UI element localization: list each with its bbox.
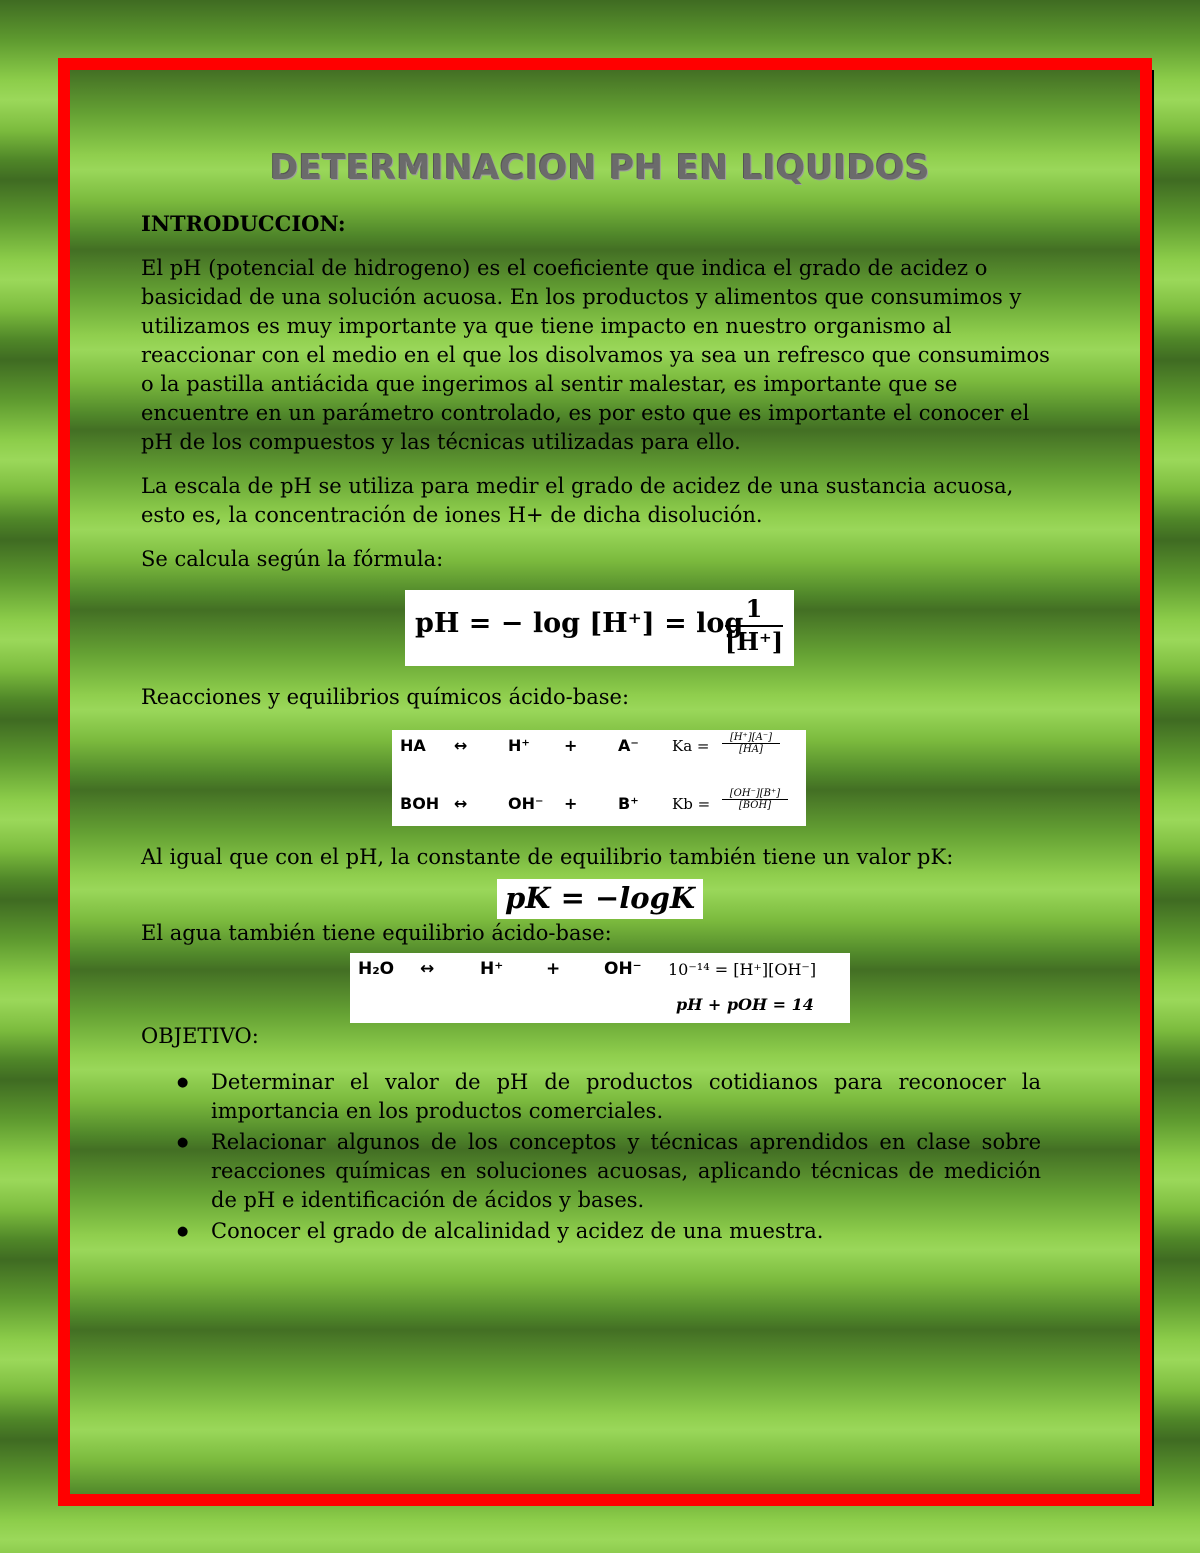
water-product1: H⁺ [480,959,504,979]
intro-heading: INTRODUCCION: [141,211,346,236]
kb-denominator: [BOH] [738,800,772,811]
list-item: ● Conocer el grado de alcalinidad y acidez de una muestra. [141,1217,1041,1246]
list-item: ● Relacionar algunos de los conceptos y técnicas aprendidos en clase sobre reacciones químicas en soluciones acuosas, aplicando técnicas de medición de pH e identificación de ácidos y bases. [141,1128,1041,1215]
reaction2-arrow: ↔ [454,794,468,813]
scale-paragraph: La escala de pH se utiliza para medir el grado de acidez de una sustancia acuosa, esto es, la concentración de iones H+ de dicha disolución. [141,474,1014,527]
reaction1-product2: A⁻ [618,736,639,755]
reaction2-constant: Kb = [672,795,711,813]
reaction1-arrow: ↔ [454,736,468,755]
water-arrow: ↔ [420,959,435,979]
intro-paragraph: El pH (potencial de hidrogeno) es el coeficiente que indica el grado de acidez o basicidad de una solución acuosa. En los productos y alimentos que consumimos y utilizamos es muy importante ya que tiene impacto en nuestro organismo al reaccionar con el medio en el que los disolvamos ya sea un refresco que consumimos o la pastilla antiácida que ingerimos al sentir malestar, es importante que se encuentre en un parámetro controlado, es por esto que es importante el conocer el pH de los compuestos y las técnicas utilizadas para ello. [141,256,1050,454]
water-kw: 10⁻¹⁴ = [H⁺][OH⁻] [668,960,817,979]
water-plus: + [546,959,561,979]
formula-intro: Se calcula según la fórmula: [141,547,444,571]
objective-heading: OBJETIVO: [141,1024,259,1048]
reaction1-constant: Ka = [672,737,710,755]
water-reactant: H₂O [358,959,395,979]
water-equilibrium [350,953,850,1023]
reaction2-kb-fraction [722,788,788,811]
reaction1-product1: H⁺ [508,736,530,755]
ph-formula [405,590,794,666]
page-title: DETERMINACION PH EN LIQUIDOS [270,148,930,188]
reaction2-reactant: BOH [400,794,440,813]
ph-formula-fraction [725,594,783,656]
ph-formula-lhs: pH = − log [H⁺] = log [415,608,744,639]
reaction1-plus: + [564,736,578,755]
ka-numerator: [H⁺][A⁻] [722,732,780,744]
reaction2-product2: B⁺ [618,794,639,813]
water-intro: El agua también tiene equilibrio ácido-base: [141,921,612,945]
reactions-intro: Reacciones y equilibrios químicos ácido-base: [141,685,630,709]
pk-formula [497,879,703,919]
acid-base-reactions [392,730,806,826]
reaction1-ka-fraction [722,732,780,755]
water-ph-sum: pH + pOH = 14 [676,995,814,1014]
objectives-list [141,1068,1041,1248]
water-product2: OH⁻ [604,959,642,979]
pk-intro: Al igual que con el pH, la constante de equilibrio también tiene un valor pK: [141,845,954,869]
ph-formula-denominator: [H⁺] [725,627,784,656]
reaction2-plus: + [564,794,578,813]
pk-formula-text: pK = −logK [505,881,696,915]
reaction1-reactant: HA [400,736,426,755]
list-item: ● Determinar el valor de pH de productos cotidianos para reconocer la importancia en los productos comerciales. [141,1068,1041,1126]
reaction2-product1: OH⁻ [508,794,544,813]
ka-denominator: [HA] [739,744,763,755]
ph-formula-numerator: 1 [725,594,783,627]
kb-numerator: [OH⁻][B⁺] [722,788,788,800]
